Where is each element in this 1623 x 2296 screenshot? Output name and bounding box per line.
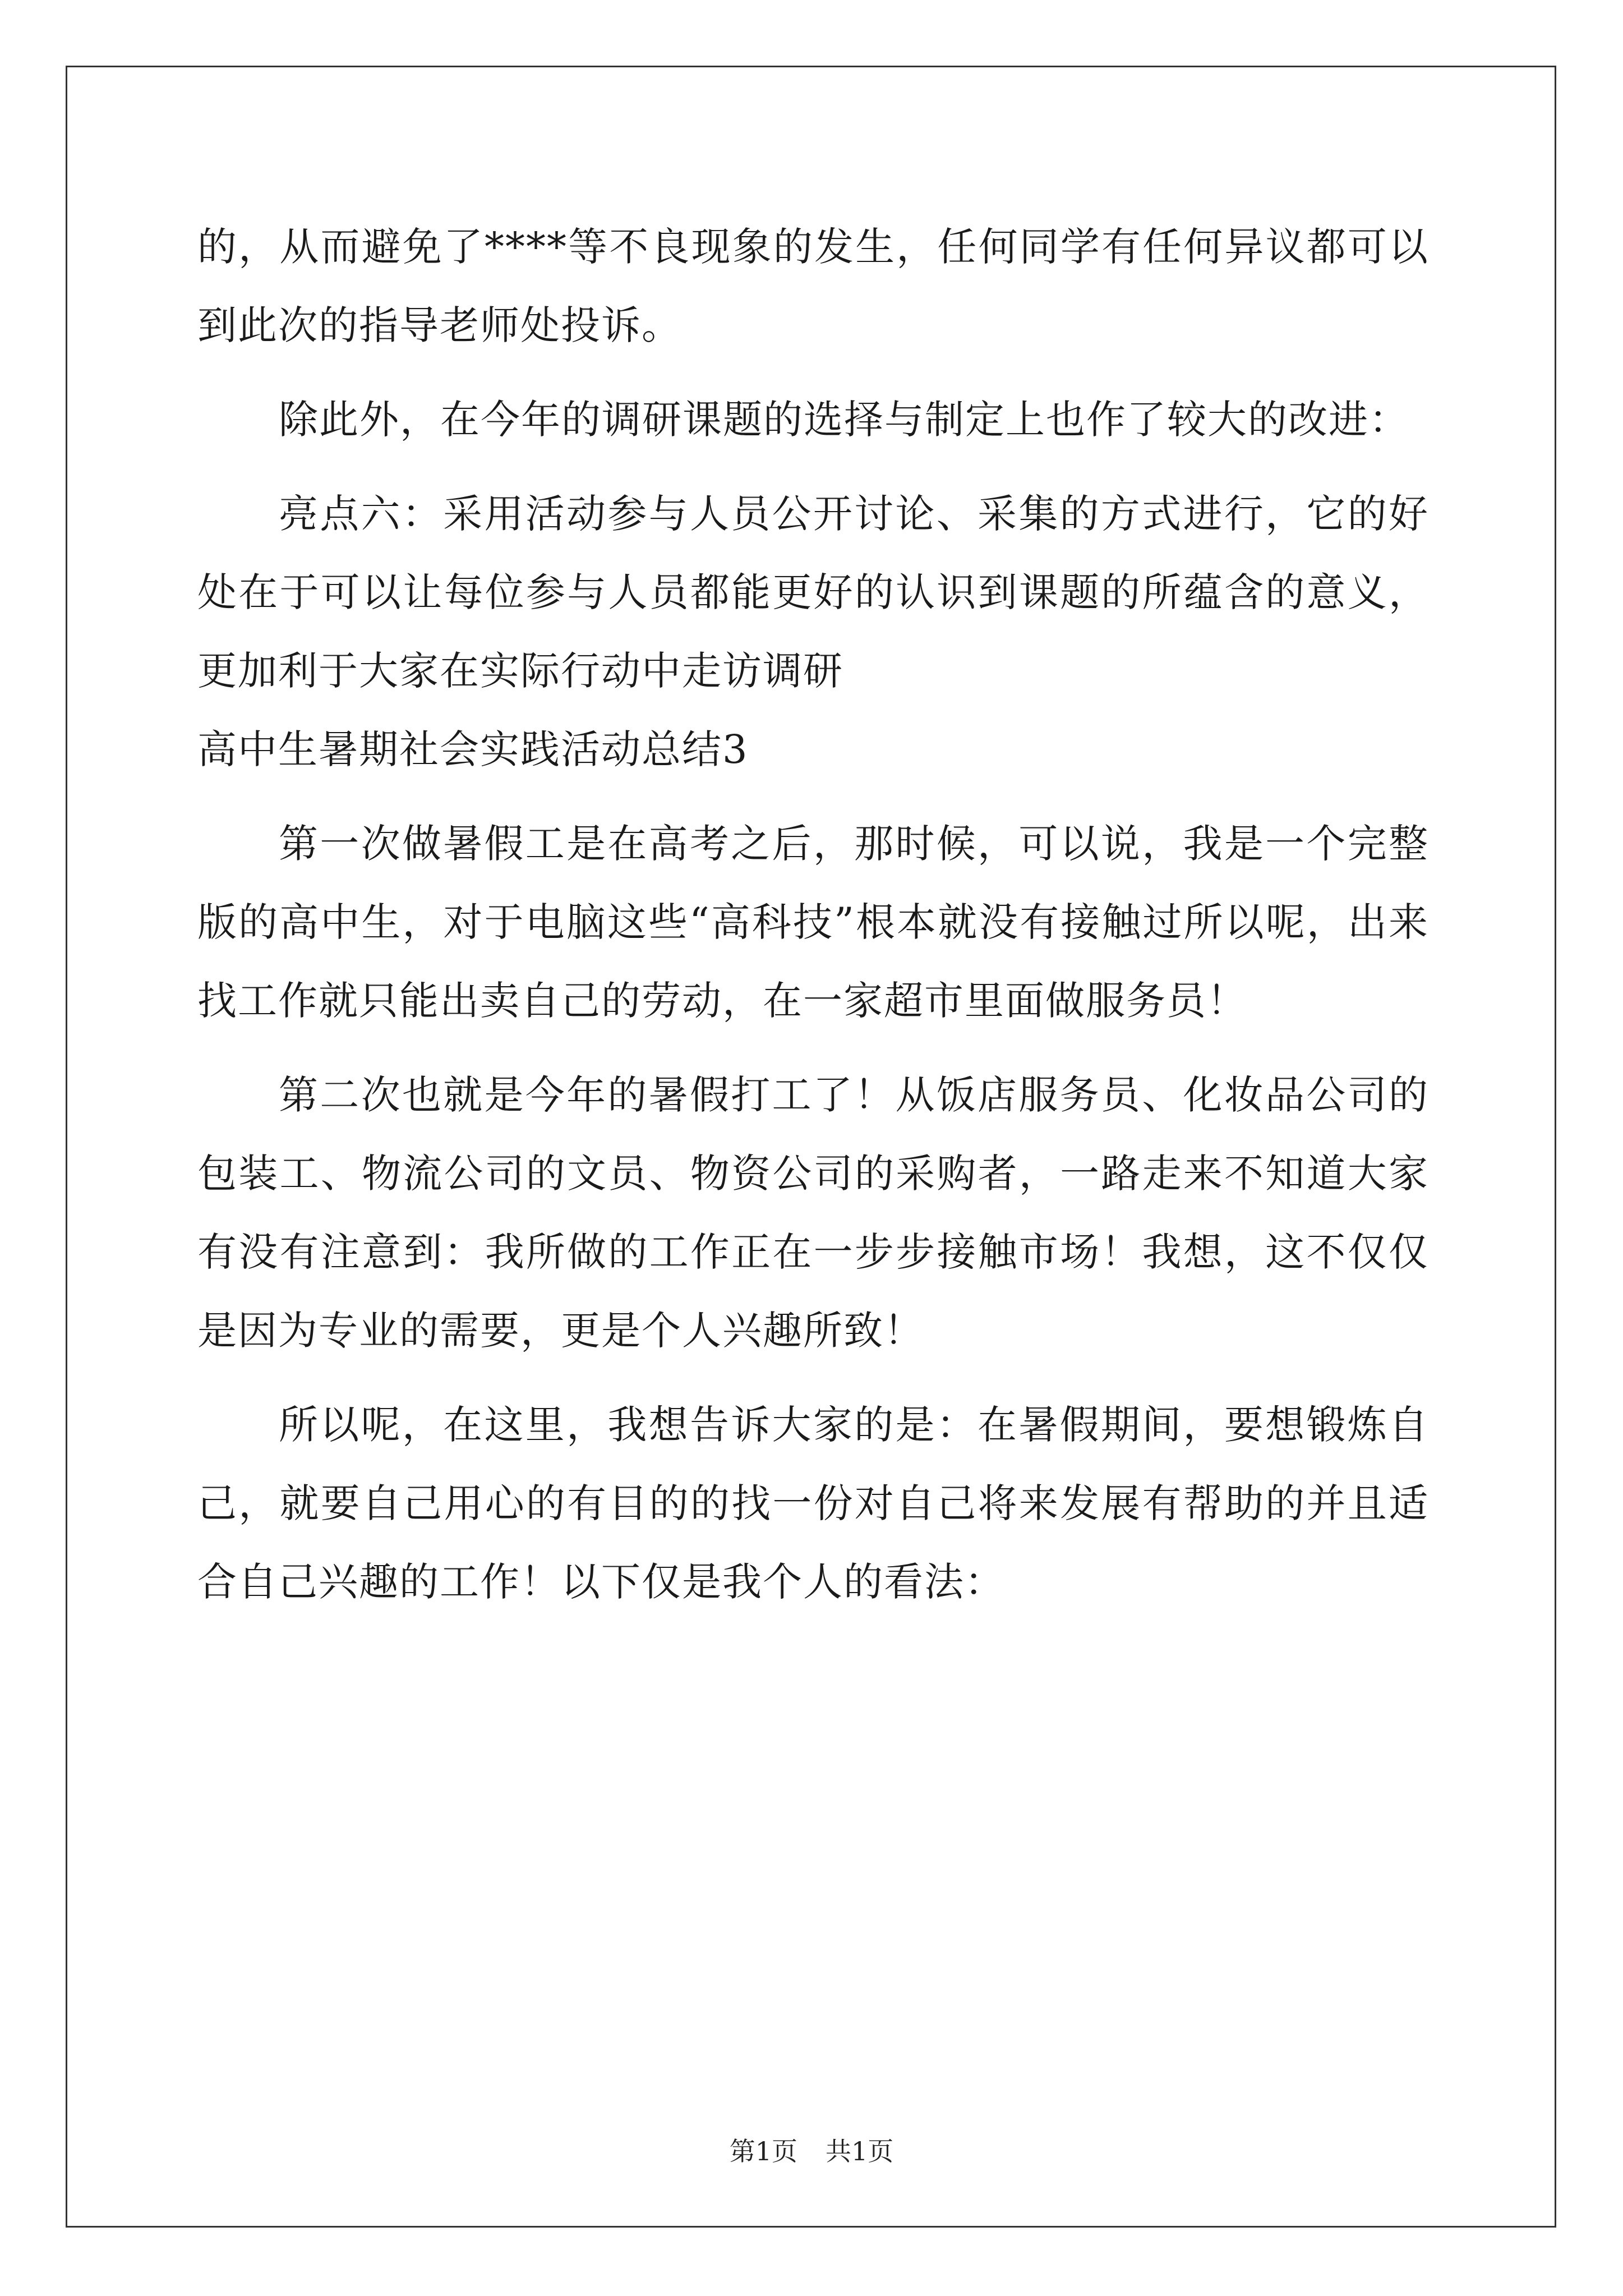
paragraph-improvement-intro: 除此外，在今年的调研课题的选择与制定上也作了较大的改进： — [279, 397, 1409, 443]
paragraph-first-summer-job: 第一次做暑假工是在高考之后，那时候，可以说，我是一个完整版的高中生，对于电脑这些“高科技”根本就没有接触过所以呢，出来找工作就只能出卖自己的劳动，在一家超市里面做服务员！ — [197, 821, 1429, 1024]
document-body — [197, 208, 1429, 1621]
paragraph-highlight-six: 亮点六：采用活动参与人员公开讨论、采集的方式进行，它的好处在于可以让每位参与人员都能更好的认识到课题的所蕴含的意义，更加利于大家在实际行动中走访调研 — [197, 491, 1429, 694]
paragraph-advice: 所以呢，在这里，我想告诉大家的是：在暑假期间，要想锻炼自己，就要自己用心的有目的的找一份对自己将来发展有帮助的并且适合自己兴趣的工作！以下仅是我个人的看法： — [197, 1402, 1429, 1605]
page-footer — [0, 2134, 1623, 2168]
paragraph-continuation: 的，从而避免了****等不良现象的发生，任何同学有任何异议都可以到此次的指导老师处投诉。 — [197, 224, 1429, 348]
section-heading: 高中生暑期社会实践活动总结3 — [197, 726, 749, 772]
page-number: 第1页 — [729, 2136, 797, 2166]
total-pages: 共1页 — [826, 2136, 894, 2166]
paragraph-second-summer-job: 第二次也就是今年的暑假打工了！从饭店服务员、化妆品公司的包装工、物流公司的文员、物资公司的采购者，一路走来不知道大家有没有注意到：我所做的工作正在一步步接触市场！我想，这不仅仅是因为专业的需要，更是个人兴趣所致！ — [197, 1072, 1429, 1354]
